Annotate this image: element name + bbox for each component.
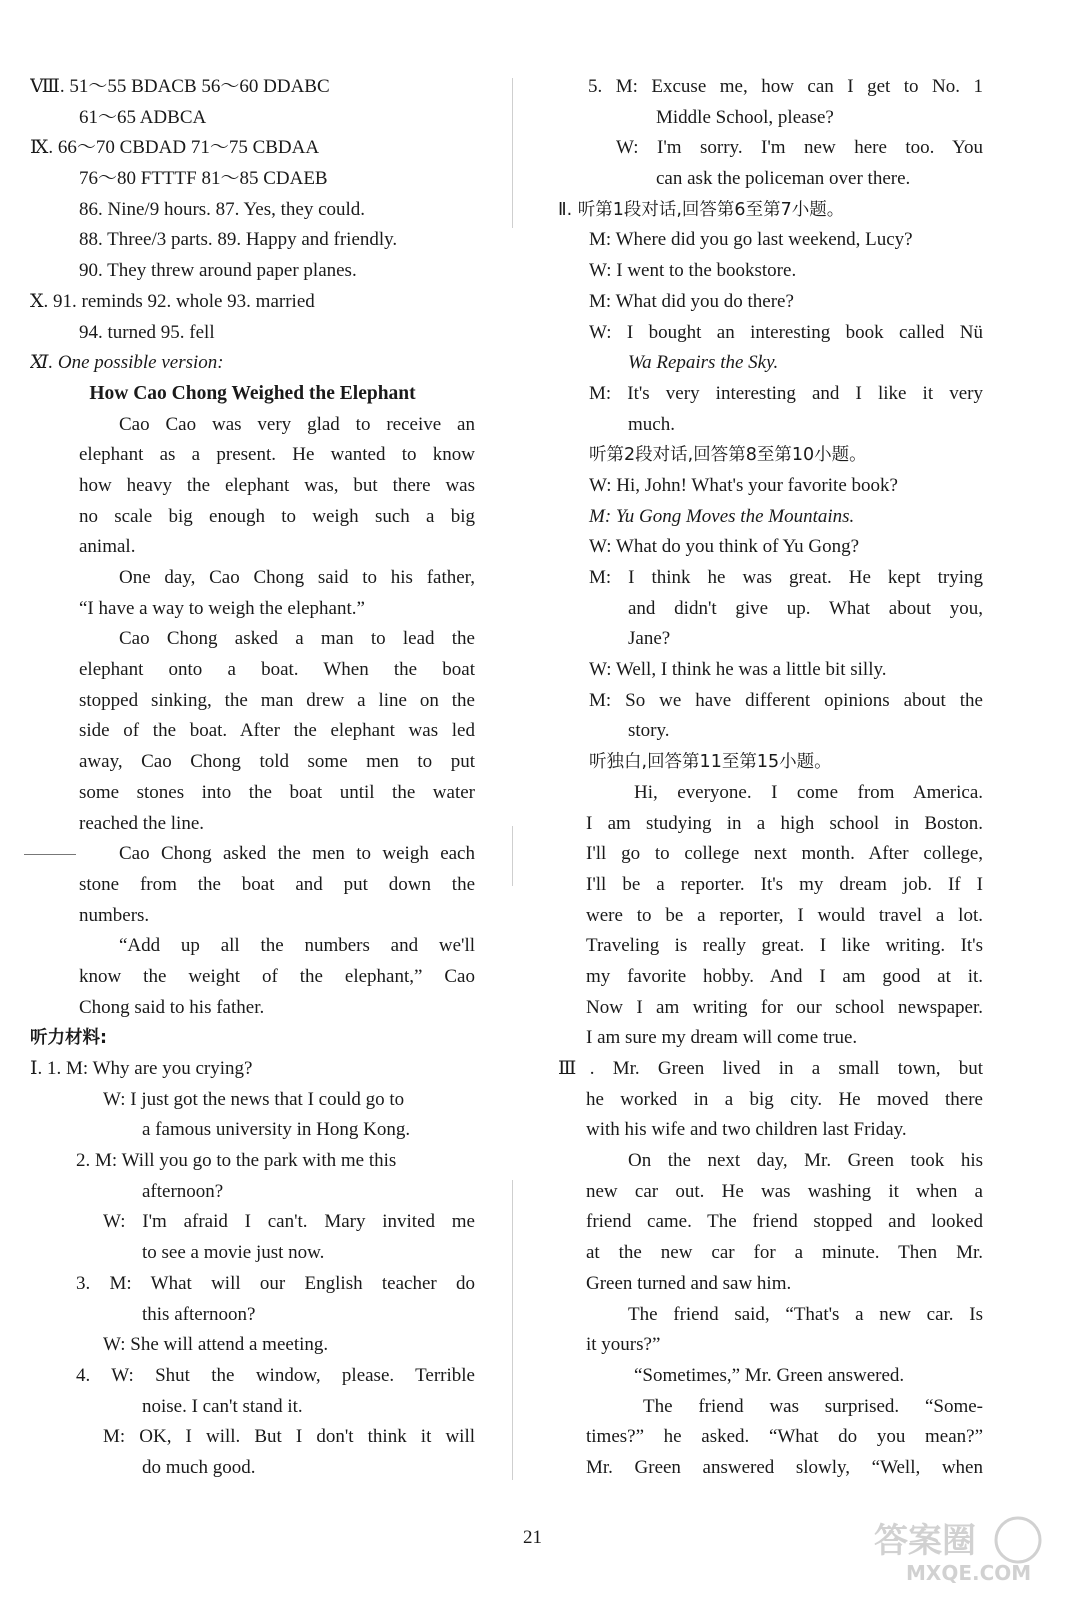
text-line: Wa Repairs the Sky.: [628, 352, 779, 374]
text-line: Now I am writing for our school newspaper.: [586, 996, 983, 1018]
text-line: Ⅺ. One possible version:: [30, 352, 224, 374]
text-line: “I have a way to weigh the elephant.”: [79, 597, 365, 619]
text-line: Hi, everyone. I come from America.: [634, 781, 983, 803]
text-line: at the new car for a minute. Then Mr.: [586, 1242, 983, 1264]
text-line: W: She will attend a meeting.: [103, 1334, 329, 1356]
text-line: The friend said, “That's a new car. Is: [628, 1303, 983, 1325]
text-line: 5. M: Excuse me, how can I get to No. 1: [588, 76, 983, 97]
text-line: story.: [628, 720, 670, 742]
text-line: Ⅰ. 1. M: Why are you crying?: [30, 1058, 253, 1079]
text-line: elephant onto a boat. When the boat: [79, 659, 475, 681]
text-line: M: What did you do there?: [589, 290, 794, 312]
text-line: W: I'm afraid I can't. Mary invited me: [103, 1211, 475, 1233]
text-line: stopped sinking, the man drew a line on the: [79, 689, 475, 711]
text-line: The friend was surprised. “Some-: [643, 1395, 983, 1417]
text-line: W: Hi, John! What's your favorite book?: [589, 474, 898, 496]
text-line: W: I went to the bookstore.: [589, 260, 797, 282]
text-line: 听独白,回答第11至第15小题。: [589, 752, 832, 773]
text-line: I'll go to college next month. After college,: [586, 843, 983, 865]
text-line: Mr. Green answered slowly, “Well, when: [586, 1456, 983, 1478]
text-line: no scale big enough to weigh such a big: [79, 505, 475, 527]
column-divider: [512, 1180, 513, 1480]
text-line: Chong said to his father.: [79, 996, 265, 1018]
text-line: “Add up all the numbers and we'll: [119, 935, 475, 957]
text-line: 听第2段对话,回答第8至第10小题。: [589, 445, 867, 466]
text-line: noise. I can't stand it.: [142, 1395, 303, 1417]
watermark-text: 答案圈: [874, 1521, 976, 1561]
text-line: Cao Cao was very glad to receive an: [119, 413, 475, 435]
text-line: some stones into the boat until the water: [79, 781, 475, 803]
text-line: I am studying in a high school in Boston.: [586, 812, 983, 834]
text-line: 86. Nine/9 hours. 87. Yes, they could.: [79, 198, 366, 220]
text-line: I'll be a reporter. It's my dream job. If I: [586, 873, 983, 895]
text-line: were to be a reporter, I would travel a lot.: [586, 904, 983, 926]
text-line: 3. M: What will our English teacher do: [76, 1272, 475, 1294]
text-line: it yours?”: [586, 1334, 661, 1356]
text-line: Traveling is really great. I like writing. It's: [586, 935, 983, 957]
text-line: elephant as a present. He wanted to know: [79, 444, 475, 466]
text-line: W: What do you think of Yu Gong?: [589, 536, 860, 558]
text-line: 90. They threw around paper planes.: [79, 260, 357, 282]
text-line: 88. Three/3 parts. 89. Happy and friendly.: [79, 229, 398, 251]
text-line: this afternoon?: [142, 1303, 256, 1325]
text-line: new car out. He was washing it when a: [586, 1180, 983, 1202]
text-line: friend came. The friend stopped and looked: [586, 1211, 983, 1233]
text-line: Middle School, please?: [656, 106, 834, 128]
text-line: animal.: [79, 536, 136, 558]
text-line: Jane?: [628, 628, 671, 650]
text-line: I am sure my dream will come true.: [586, 1027, 858, 1049]
page-number: 21: [523, 1527, 542, 1548]
right-column: [558, 72, 983, 1484]
text-line: One day, Cao Chong said to his father,: [119, 567, 475, 588]
text-line: M: OK, I will. But I don't think it will: [103, 1426, 475, 1448]
text-line: Cao Chong asked the men to weigh each: [119, 843, 475, 865]
text-line: Ⅱ. 听第1段对话,回答第6至第7小题。: [558, 199, 845, 220]
text-line: “Sometimes,” Mr. Green answered.: [634, 1364, 905, 1386]
text-line: How Cao Chong Weighed the Elephant: [89, 382, 416, 404]
text-line: afternoon?: [142, 1180, 224, 1202]
text-line: Ⅲ. Mr. Green lived in a small town, but: [558, 1058, 983, 1079]
text-line: can ask the policeman over there.: [656, 168, 911, 190]
text-line: W: I bought an interesting book called Nü: [589, 321, 983, 343]
text-line: he worked in a big city. He moved there: [586, 1088, 983, 1110]
text-line: 76～80 FTTTF 81～85 CDAEB: [79, 168, 328, 190]
text-line: On the next day, Mr. Green took his: [628, 1150, 983, 1172]
text-line: do much good.: [142, 1456, 256, 1478]
text-line: how heavy the elephant was, but there was: [79, 474, 475, 496]
column-divider: [512, 826, 513, 886]
text-line: Ⅸ. 66～70 CBDAD 71～75 CBDAA: [30, 137, 320, 159]
text-line: M: It's very interesting and I like it very: [589, 382, 983, 404]
watermark-url: MXQE.COM: [906, 1561, 1032, 1585]
text-line: 听力材料:: [30, 1028, 107, 1049]
text-line: Cao Chong asked a man to lead the: [119, 628, 475, 650]
text-line: my favorite hobby. And I am good at it.: [586, 965, 983, 987]
text-line: 2. M: Will you go to the park with me this: [76, 1150, 397, 1172]
margin-mark: [24, 854, 76, 855]
text-line: W: I just got the news that I could go to: [103, 1088, 405, 1110]
text-line: side of the boat. After the elephant was led: [79, 720, 475, 742]
text-line: W: Well, I think he was a little bit silly.: [589, 659, 887, 681]
text-line: Ⅹ. 91. reminds 92. whole 93. married: [30, 290, 315, 312]
text-line: numbers.: [79, 904, 150, 926]
text-line: much.: [628, 413, 675, 435]
text-line: to see a movie just now.: [142, 1242, 325, 1264]
text-line: M: I think he was great. He kept trying: [589, 567, 983, 588]
text-line: 61～65 ADBCA: [79, 106, 207, 128]
text-line: stone from the boat and put down the: [79, 873, 475, 895]
text-line: and didn't give up. What about you,: [628, 597, 983, 619]
text-line: M: So we have different opinions about the: [589, 689, 983, 711]
text-line: 4. W: Shut the window, please. Terrible: [76, 1364, 475, 1386]
text-line: W: I'm sorry. I'm new here too. You: [616, 137, 983, 159]
column-divider: [512, 78, 513, 228]
text-line: M: Where did you go last weekend, Lucy?: [589, 229, 913, 251]
text-line: away, Cao Chong told some men to put: [79, 751, 475, 773]
text-line: 94. turned 95. fell: [79, 321, 215, 343]
left-column: [30, 72, 475, 1484]
text-line: reached the line.: [79, 812, 205, 834]
text-line: M: Yu Gong Moves the Mountains.: [589, 505, 855, 527]
text-line: Ⅷ. 51～55 BDACB 56～60 DDABC: [30, 76, 330, 97]
watermark-logo: [866, 1514, 1051, 1586]
text-line: with his wife and two children last Friday.: [586, 1119, 907, 1141]
text-line: a famous university in Hong Kong.: [142, 1119, 411, 1141]
text-line: times?” he asked. “What do you mean?”: [586, 1426, 983, 1448]
text-line: Green turned and saw him.: [586, 1272, 792, 1294]
text-line: know the weight of the elephant,” Cao: [79, 965, 475, 987]
